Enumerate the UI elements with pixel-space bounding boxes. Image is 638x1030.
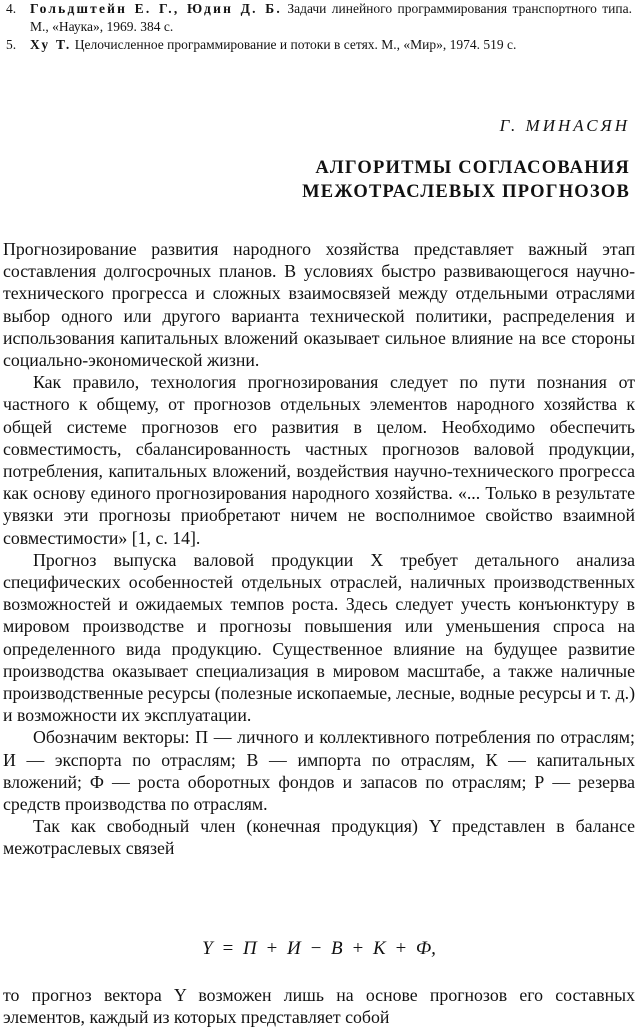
reference-item: [6, 36, 632, 54]
paragraph: Как правило, технология прогнозирования следует по пути познания от частного к общему, от прогнозов отдельных элементов народного хозяйства к общей системе прогнозов его развития в целом. Необходимо обеспечить совместимость, сбалансированность частных прогнозов валовой продукции, потребления, капитальных вложений, воздействия научно-технического прогресса как основу единого прогнозирования народного хозяйства. «... Только в результате увязки эти прогнозы приобретают ничем не восполнимое свойство взаимной совместимости» [1, с. 14].: [3, 372, 635, 548]
reference-item: [6, 0, 632, 36]
paragraph: Так как свободный член (конечная продукция) Y представлен в балансе межотраслевых связей: [3, 816, 635, 859]
balance-formula: Y = П + И − В + К + Ф,: [202, 938, 436, 959]
reference-text: Целочисленное программирование и потоки в сетях. М., «Мир», 1974. 519 с.: [71, 37, 517, 52]
paragraph: Прогнозирование развития народного хозяйства представляет важный этап составления долгосрочных планов. В условиях быстро развивающегося научно-технического прогресса и сложных взаимосвязей между отдельными отраслями выбор одного или другого варианта технической политики, распределения и использования капитальных вложений оказывает сильное влияние на все стороны социально-экономической жизни.: [3, 239, 635, 371]
paragraph: Прогноз выпуска валовой продукции X требует детального анализа специфических особенностей отдельных отраслей, наличных производственных возможностей и ожидаемых темпов роста. Здесь следует учесть конъюнктуру в мировом производстве и прогнозы повышения или уменьшения спроса на определенного вида продукцию. Существенное влияние на будущее развитие производства оказывает специализация в мировом масштабе, а также наличные производственные ресурсы (полезные ископаемые, лесные, водные ресурсы и т. д.) и возможности их эксплуатации.: [3, 549, 635, 726]
reference-number: 5.: [6, 37, 17, 52]
reference-body: [30, 0, 632, 36]
title-line: АЛГОРИТМЫ СОГЛАСОВАНИЯ: [315, 158, 630, 178]
paragraph-continuation: то прогноз вектора Y возможен лишь на основе прогнозов его составных элементов, каждый из которых представляет собой: [3, 985, 635, 1028]
reference-body: [30, 36, 632, 54]
title-line: МЕЖОТРАСЛЕВЫХ ПРОГНОЗОВ: [302, 182, 630, 202]
reference-list: [6, 0, 632, 54]
reference-number: 4.: [6, 1, 17, 16]
article-body: [3, 238, 635, 860]
paragraph: Обозначим векторы: П — личного и коллективного потребления по отраслям; И — экспорта по отраслям; В — импорта по отраслям, К — капитальных вложений; Ф — роста оборотных фондов и запасов по отраслям; Р — резерва средств производства по отраслям.: [3, 727, 635, 815]
reference-text: Задачи линейного программирования транспортного типа. М., «Наука», 1969. 384 с.: [30, 1, 632, 34]
article-author: Г. МИНАСЯН: [499, 116, 630, 135]
reference-authors: Ху Т.: [30, 37, 72, 52]
reference-authors: Гольдштейн Е. Г., Юдин Д. Б.: [30, 1, 282, 16]
article-title: [302, 156, 630, 204]
